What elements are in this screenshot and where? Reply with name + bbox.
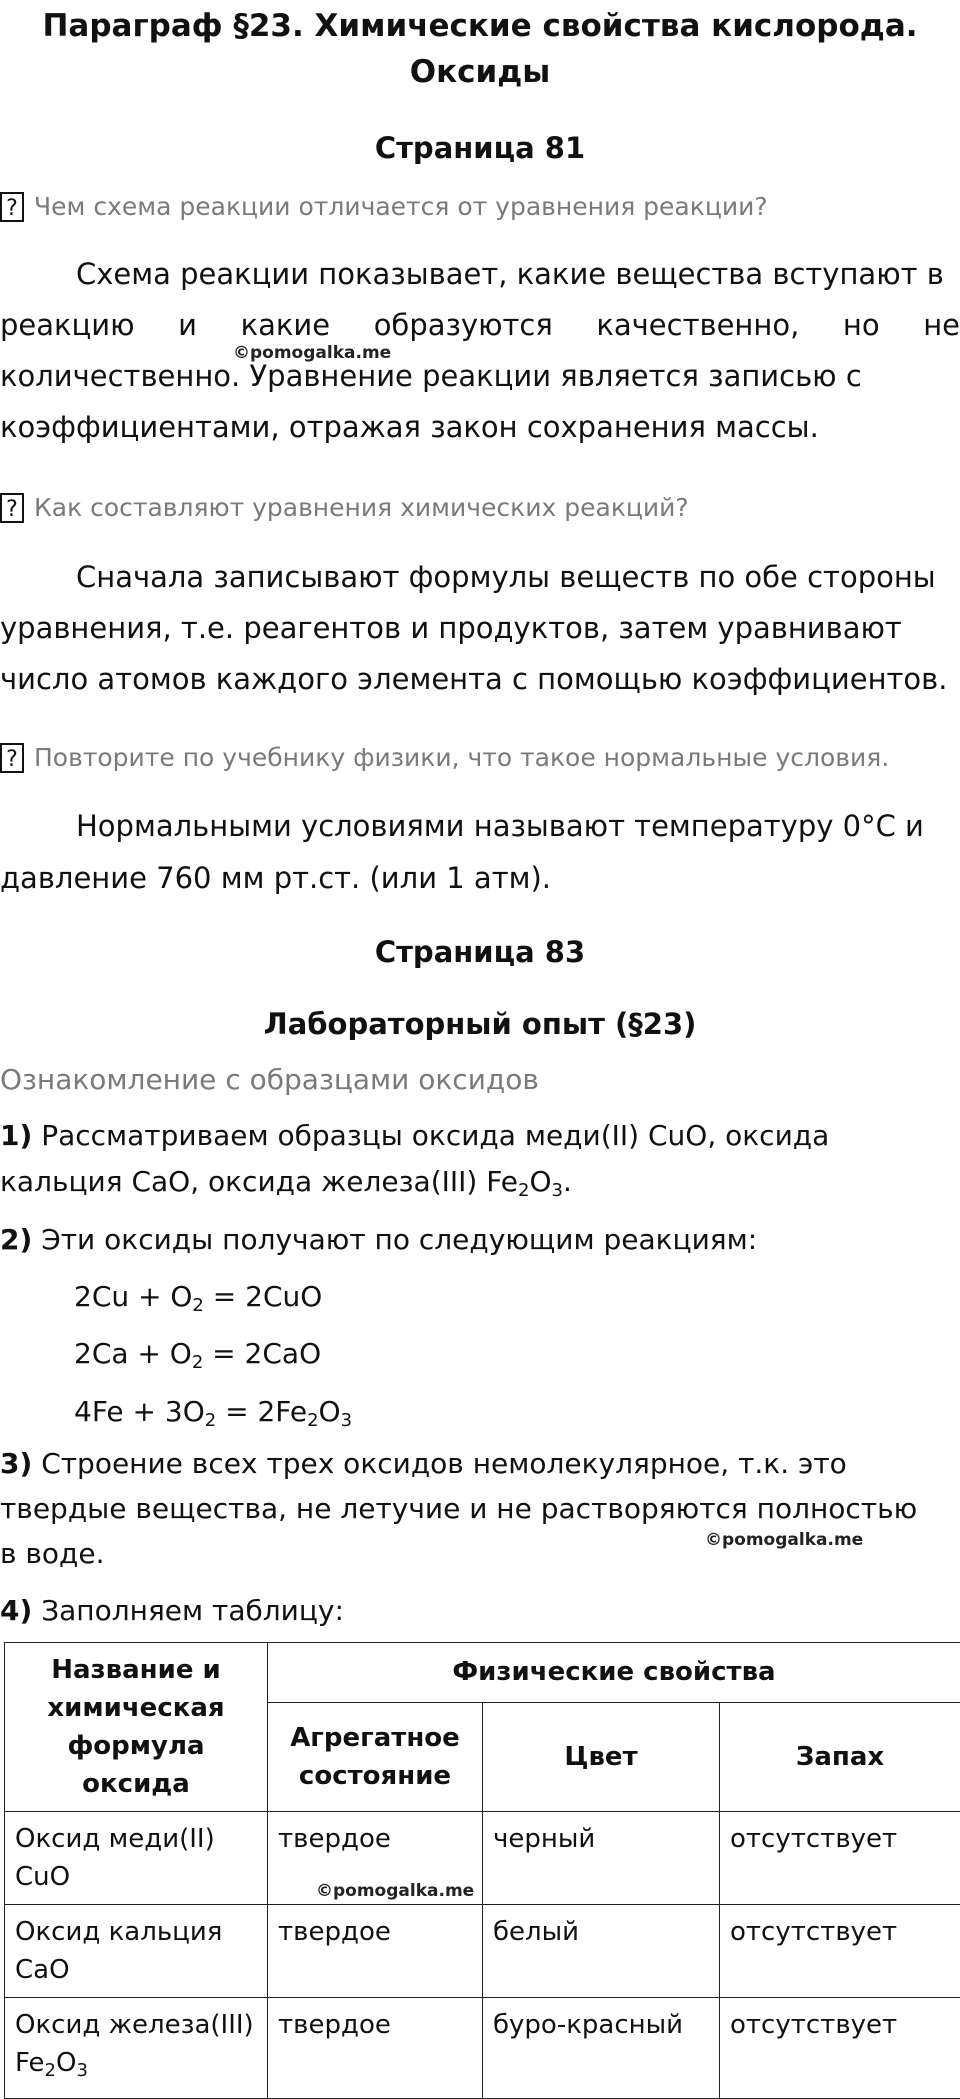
table-header-row [5, 1643, 960, 1703]
answer-1-word: и [178, 300, 197, 350]
answer-1-line-1: Схема реакции показывает, какие вещества вступают в [0, 249, 960, 299]
subscript: 3 [552, 1180, 563, 1201]
step-number: 3) [0, 1447, 32, 1480]
step-2-text: Эти оксиды получают по следующим реакциям: [41, 1223, 757, 1256]
state-value: твердое [278, 1824, 391, 1854]
page-83-heading: Страница 83 [0, 932, 960, 972]
answer-1-word: не [923, 300, 960, 350]
step-4-text: Заполняем таблицу: [41, 1594, 344, 1627]
step-4-line [0, 1589, 960, 1633]
step-3-line-1 [0, 1442, 960, 1486]
paragraph-title: Параграф §23. Химические свойства кислорода. [0, 2, 960, 50]
table-row [5, 1905, 960, 1998]
column-header-color: Цвет [483, 1702, 720, 1811]
question-2-text: Как составляют уравнения химических реакций? [34, 493, 689, 522]
oxide-properties-table [4, 1642, 960, 2099]
question-3 [0, 737, 889, 777]
oxide-formula: CaO [15, 1955, 70, 1985]
subscript: 3 [76, 2060, 87, 2081]
equation-1 [74, 1275, 322, 1328]
question-icon: ? [0, 192, 24, 222]
step-1-text-part: . [563, 1165, 572, 1198]
answer-2-line-2: уравнения, т.е. реагентов и продуктов, затем уравнивают [0, 603, 960, 653]
answer-1-word: какие [241, 300, 331, 350]
color-cell: буро-красный [483, 1998, 720, 2099]
state-cell [268, 1812, 483, 1905]
step-3-line-3: в воде. [0, 1532, 960, 1576]
equation-part: = 2CuO [204, 1280, 322, 1313]
answer-1-word: образуются [374, 300, 553, 350]
subscript: 2 [192, 1352, 203, 1373]
question-3-text: Повторите по учебнику физики, что такое нормальные условия. [34, 743, 889, 772]
step-1-text-part: кальция CaO, оксида железа(III) Fe [0, 1165, 518, 1198]
table-row [5, 1998, 960, 2099]
step-1-text-part: O [529, 1165, 551, 1198]
table-row [5, 1812, 960, 1905]
oxide-formula: O [56, 2048, 76, 2078]
oxide-name: Оксид кальция [15, 1917, 222, 1947]
step-1-line-1 [0, 1114, 960, 1158]
step-3-text: Строение всех трех оксидов немолекулярное, т.к. это [41, 1447, 847, 1480]
equation-part: 2Ca + O [74, 1337, 192, 1370]
watermark: ©pomogalka.me [705, 1530, 863, 1550]
question-icon: ? [0, 743, 24, 773]
step-1-line-2 [0, 1160, 960, 1213]
subscript: 2 [45, 2060, 56, 2081]
question-2 [0, 487, 689, 527]
state-cell: твердое [268, 1905, 483, 1998]
color-cell: черный [483, 1812, 720, 1905]
answer-2-line-3: число атомов каждого элемента с помощью коэффициентов. [0, 654, 960, 704]
subscript: 2 [205, 1410, 216, 1431]
state-cell: твердое [268, 1998, 483, 2099]
equation-part: = 2Fe [216, 1395, 307, 1428]
oxide-name: Оксид железа(III) [15, 2010, 254, 2040]
subscript: 2 [307, 1410, 318, 1431]
question-1 [0, 186, 768, 226]
answer-1-word: но [843, 300, 880, 350]
color-cell: белый [483, 1905, 720, 1998]
equation-3 [74, 1390, 352, 1443]
column-group-header: Физические свойства [268, 1643, 960, 1703]
answer-1-word: качественно, [596, 300, 799, 350]
answer-2-line-1: Сначала записывают формулы веществ по обе стороны [0, 552, 960, 602]
answer-1-line-3: количественно. Уравнение реакции является записью с [0, 351, 960, 401]
subscript: 3 [341, 1410, 352, 1431]
answer-3-line-1: Нормальными условиями называют температуру 0°С и [0, 801, 960, 851]
smell-cell: отсутствует [720, 1905, 960, 1998]
equation-part: 4Fe + 3O [74, 1395, 205, 1428]
answer-3-line-2: давление 760 мм рт.ст. (или 1 атм). [0, 853, 960, 903]
column-header-name: Название и химическая формула оксида [5, 1643, 268, 1812]
lab-heading: Лабораторный опыт (§23) [0, 1004, 960, 1044]
oxide-name: Оксид меди(II) [15, 1824, 215, 1854]
step-number: 4) [0, 1594, 32, 1627]
step-number: 2) [0, 1223, 32, 1256]
answer-1-line-4: коэффициентами, отражая закон сохранения массы. [0, 402, 960, 452]
oxide-formula: Fe [15, 2048, 45, 2078]
watermark: ©pomogalka.me [316, 1872, 474, 1910]
answer-1-line-2 [0, 300, 960, 350]
paragraph-title-line2: Оксиды [0, 48, 960, 96]
step-3-line-2: твердые вещества, не летучие и не растворяются полностью [0, 1487, 960, 1531]
oxide-name-cell [5, 1998, 268, 2099]
subscript: 2 [192, 1295, 203, 1316]
smell-cell: отсутствует [720, 1812, 960, 1905]
answer-1-word: реакцию [0, 300, 135, 350]
step-2-line [0, 1218, 960, 1262]
equation-part: O [319, 1395, 341, 1428]
smell-cell: отсутствует [720, 1998, 960, 2099]
oxide-name-cell [5, 1905, 268, 1998]
lab-subtitle: Ознакомление с образцами оксидов [0, 1058, 539, 1102]
page-81-heading: Страница 81 [0, 128, 960, 168]
watermark: ©pomogalka.me [233, 343, 391, 363]
column-header-state: Агрегатное состояние [268, 1702, 483, 1811]
step-1-text: Рассматриваем образцы оксида меди(II) CuO, оксида [41, 1119, 829, 1152]
oxide-formula: CuO [15, 1862, 70, 1892]
equation-2 [74, 1332, 321, 1385]
step-number: 1) [0, 1119, 32, 1152]
oxide-name-cell [5, 1812, 268, 1905]
equation-part: 2Cu + O [74, 1280, 192, 1313]
question-1-text: Чем схема реакции отличается от уравнения реакции? [34, 192, 768, 221]
subscript: 2 [518, 1180, 529, 1201]
question-icon: ? [0, 493, 24, 523]
equation-part: = 2CaO [203, 1337, 321, 1370]
column-header-smell: Запах [720, 1702, 960, 1811]
